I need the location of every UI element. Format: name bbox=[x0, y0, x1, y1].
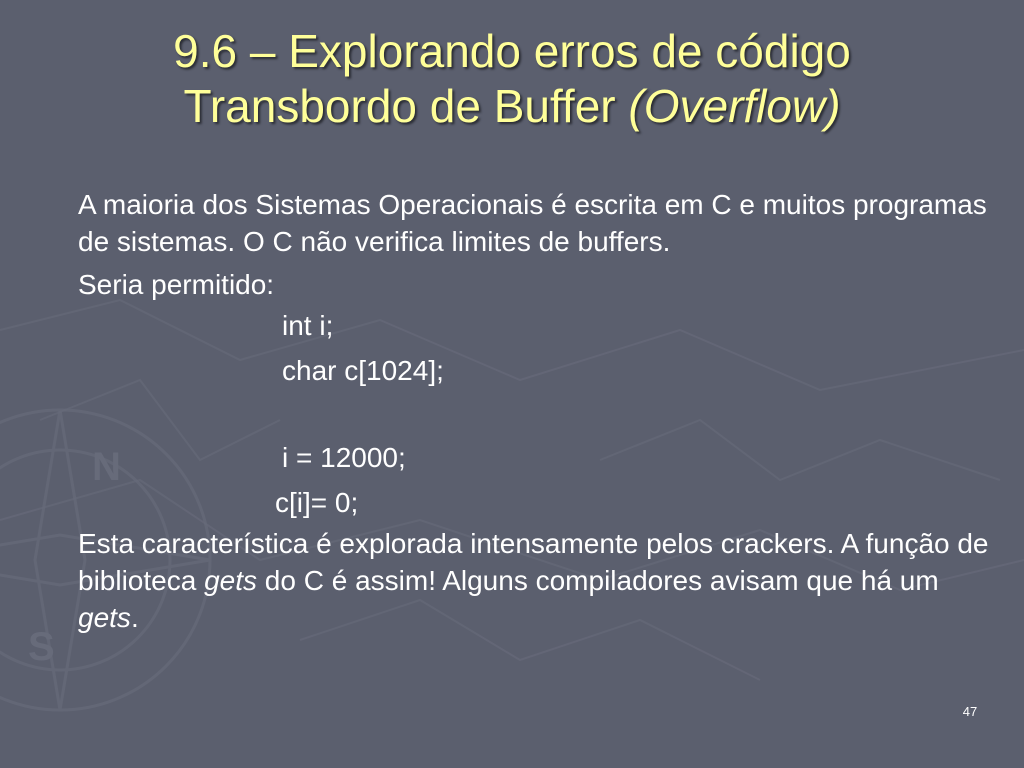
para3-text-2: do C é assim! Alguns compiladores avisam que há um bbox=[257, 565, 939, 596]
page-number: 47 bbox=[962, 704, 978, 719]
svg-text:N: N bbox=[92, 445, 121, 489]
slide-title bbox=[0, 24, 1024, 134]
para3-text-3: . bbox=[130, 602, 139, 633]
title-line-1: 9.6 – Explorando erros de código bbox=[173, 25, 851, 77]
title-line-2 bbox=[0, 79, 1024, 134]
svg-text:S: S bbox=[28, 625, 55, 669]
code-example bbox=[78, 303, 998, 525]
code-line-1: int i; bbox=[282, 310, 334, 341]
paragraph-seria-permitido: Seria permitido: bbox=[78, 269, 275, 300]
code-line-4: c[i]= 0; bbox=[275, 487, 359, 518]
gets-italic-2: gets bbox=[78, 602, 131, 633]
paragraph-os-written-in-c: A maioria dos Sistemas Operacionais é escrita em C e muitos programas de sistemas. O C não verifica limites de buffers. bbox=[78, 189, 987, 257]
gets-italic-1: gets bbox=[204, 565, 258, 596]
code-line-3: i = 12000; bbox=[282, 442, 406, 473]
code-line-2: char c[1024]; bbox=[282, 355, 444, 386]
code-spacer bbox=[78, 393, 998, 435]
title-line-2-text: Transbordo de Buffer bbox=[183, 80, 629, 132]
paragraph-crackers bbox=[78, 525, 998, 636]
para3-text-1: Esta característica é explorada intensamente pelos crackers. A função de biblioteca bbox=[78, 528, 989, 596]
title-overflow-italic: (Overflow) bbox=[628, 80, 841, 132]
slide-body bbox=[78, 186, 998, 636]
